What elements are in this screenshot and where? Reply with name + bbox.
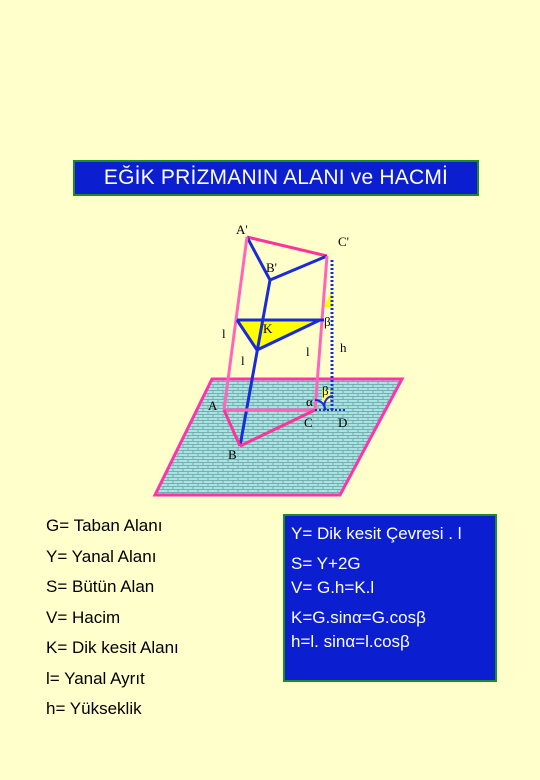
label-beta-bottom: β: [322, 383, 329, 398]
label-edge-3: l: [306, 344, 310, 359]
legend-item: G= Taban Alanı: [46, 516, 163, 535]
legend-item: l= Yanal Ayrıt: [46, 668, 145, 688]
formula-line: h=l. sinα=l.cosβ: [291, 632, 410, 651]
legend-item: S= Bütün Alan: [46, 577, 155, 596]
formula-box: [283, 514, 497, 682]
label-c-top: C': [338, 234, 350, 249]
label-edge-1: l: [222, 326, 226, 341]
label-a-top: A': [236, 222, 248, 237]
label-beta-top: β: [324, 314, 331, 329]
legend: [46, 516, 179, 730]
label-a: A: [208, 398, 218, 413]
legend-item: K= Dik kesit Alanı: [46, 638, 179, 657]
formula-line: V= G.h=K.l: [291, 578, 375, 597]
label-alpha: α: [306, 394, 313, 409]
base-plane: [155, 379, 402, 495]
formula-line: K=G.sinα=G.cosβ: [291, 608, 426, 627]
label-c: C: [304, 415, 313, 430]
label-edge-2: l: [241, 353, 245, 368]
edge-atop-ctop: [247, 237, 327, 256]
legend-item: Y= Yanal Alanı: [46, 546, 157, 566]
label-b-top: B': [266, 260, 278, 275]
label-b: B: [228, 447, 237, 462]
formula-line: S= Y+2G: [291, 554, 361, 573]
page-title: EĞİK PRİZMANIN ALANI ve HACMİ: [103, 166, 449, 189]
legend-item: h= Yükseklik: [46, 699, 142, 718]
label-k: K: [263, 321, 273, 336]
label-d: D: [338, 415, 348, 430]
legend-item: V= Hacim: [46, 607, 121, 627]
label-h: h: [340, 340, 347, 355]
edge-btop-ctop: [270, 256, 327, 280]
formula-line: Y= Dik kesit Çevresi . l: [291, 524, 462, 543]
